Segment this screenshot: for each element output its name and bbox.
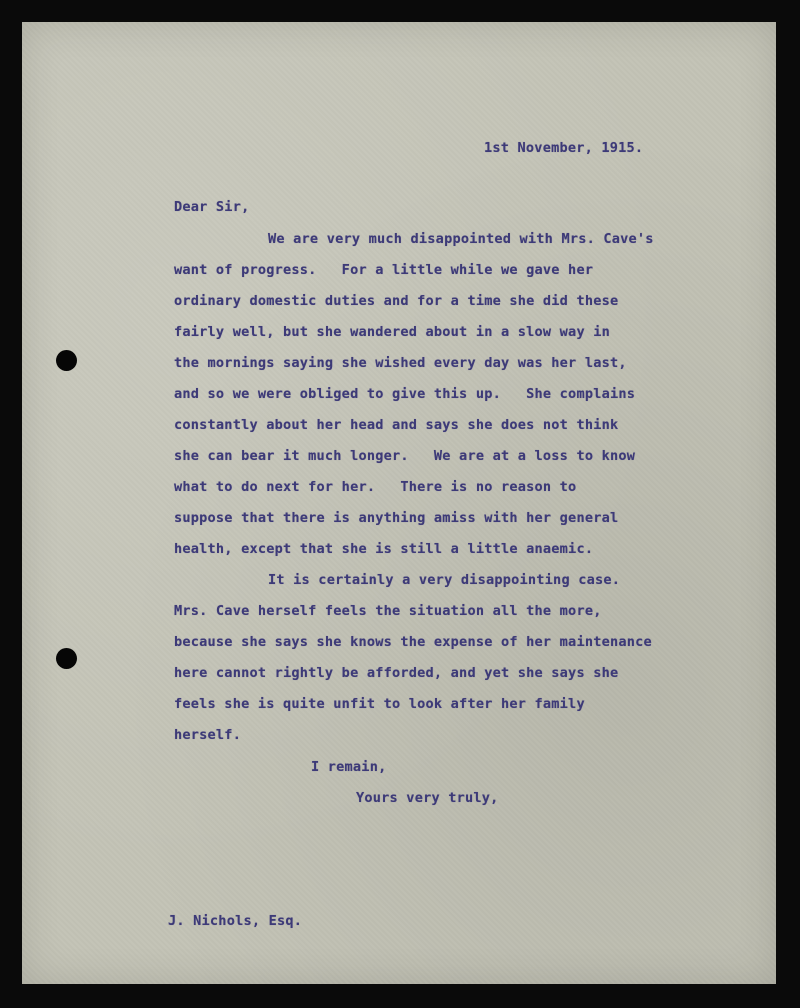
- closing-remain: I remain,: [311, 759, 387, 775]
- body-line: health, except that she is still a little anaemic.: [174, 541, 594, 557]
- body-line: It is certainly a very disappointing case.: [268, 572, 621, 588]
- body-line: ordinary domestic duties and for a time she did these: [174, 293, 619, 309]
- body-line: because she says she knows the expense of her maintenance: [174, 634, 652, 650]
- body-line: constantly about her head and says she does not think: [174, 417, 619, 433]
- body-line: suppose that there is anything amiss with her general: [174, 510, 619, 526]
- body-line: here cannot rightly be afforded, and yet she says she: [174, 665, 619, 681]
- letter-page: [22, 22, 776, 984]
- punch-hole-top: [56, 350, 77, 371]
- closing-yours: Yours very truly,: [356, 790, 499, 806]
- body-line: the mornings saying she wished every day was her last,: [174, 355, 627, 371]
- body-line: she can bear it much longer. We are at a loss to know: [174, 448, 636, 464]
- body-line: Mrs. Cave herself feels the situation all the more,: [174, 603, 602, 619]
- body-line: and so we were obliged to give this up. She complains: [174, 386, 636, 402]
- salutation: Dear Sir,: [174, 199, 250, 215]
- addressee: J. Nichols, Esq.: [168, 913, 303, 929]
- body-line: herself.: [174, 727, 242, 743]
- body-line: fairly well, but she wandered about in a slow way in: [174, 324, 610, 340]
- punch-hole-bottom: [56, 648, 77, 669]
- body-line: We are very much disappointed with Mrs. Cave's: [268, 231, 654, 247]
- body-line: feels she is quite unfit to look after her family: [174, 696, 585, 712]
- body-line: what to do next for her. There is no reason to: [174, 479, 577, 495]
- letter-date: 1st November, 1915.: [484, 140, 644, 156]
- body-line: want of progress. For a little while we gave her: [174, 262, 594, 278]
